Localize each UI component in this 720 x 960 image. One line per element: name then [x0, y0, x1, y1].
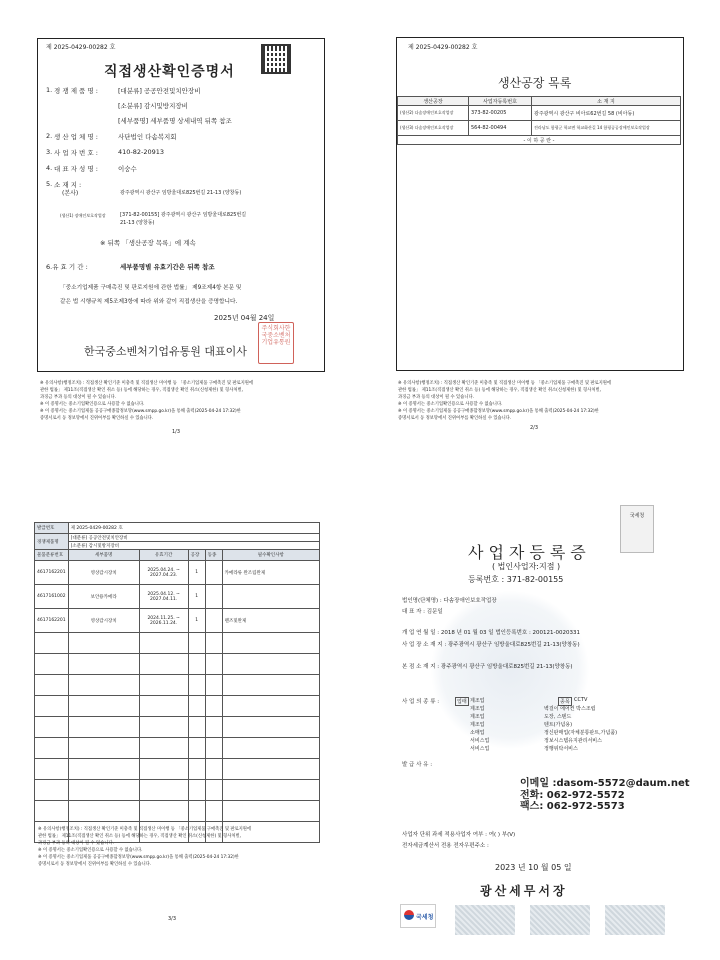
- cert-number: 제 2025-0429-00282 호: [46, 44, 116, 51]
- biz-fax: 팩스: 062-972-5573: [520, 801, 625, 812]
- biz-line: 대 표 자 : 김문일: [402, 609, 443, 615]
- class-1: [대분류] 공공안전및치안장비: [68, 534, 319, 542]
- factory-reg: 373-82-00205: [469, 106, 532, 121]
- note-line: 관한 법률」 제11조(직접생산 확인 취소 등) 등에 해당하는 경우, 직접생산 확인 취소(신청제한) 및 형사처벌,: [40, 388, 243, 393]
- badge-text: 국세청: [629, 513, 645, 519]
- detail-factory: 1: [188, 609, 205, 633]
- col-header: 생산공장: [398, 97, 469, 106]
- number-label: 발급번호: [35, 523, 69, 534]
- factory-name: (생산3) 다솜장애인보호작업장: [398, 121, 469, 136]
- biz-line: 개 업 연 월 일 : 2018 년 01 월 03 일 법인등록번호 : 200121-0020331: [402, 630, 581, 636]
- detail-same: [205, 561, 222, 585]
- class-2: [소분류] 감시및방지장비: [68, 542, 319, 550]
- note-line: 과징금 부과 등의 대상이 될 수 있습니다.: [40, 395, 116, 400]
- kind-type: 제조업: [470, 706, 485, 712]
- detail-valid: 2025.04.24. ~ 2027.04.23.: [139, 561, 188, 585]
- row-no: 2.: [46, 132, 53, 140]
- detail-valid: 2024.11.25. ~ 2026.11.24.: [139, 609, 188, 633]
- empty-row: [35, 633, 320, 654]
- validity-value: 세부품명별 유효기간은 뒤쪽 참조: [120, 263, 215, 271]
- biz-line: 사 업 장 소 재 지 : 광주광역시 광산구 임방울대로825번길 21-13(양창동): [402, 642, 580, 648]
- qr-code-icon: [261, 44, 291, 74]
- hq-address: 광주광역시 광산구 임방울대로825번길 21-13 (양창동): [120, 190, 242, 196]
- kind-type: 서비스업: [470, 746, 490, 752]
- col-header: 유효기간: [139, 550, 188, 561]
- empty-row: [35, 717, 320, 738]
- note-line: 증명서로서 동 정보망에서 진위여부를 확인하실 수 있습니다.: [398, 416, 512, 421]
- note-line: 관한 법률」 제11조(직접생산 확인 취소 등) 등에 해당하는 경우, 직접생산 확인 취소(신청제한) 및 형사처벌,: [38, 834, 241, 839]
- kind-item: 텐트(가념용): [544, 722, 573, 728]
- factory-cert-number: 제 2025-0429-00282 호: [408, 44, 478, 51]
- row-value: 사단법인 다솜복지회: [118, 133, 177, 141]
- detail-name: 영상감시장치: [68, 561, 139, 585]
- cert-title: 직접생산확인증명서: [104, 64, 235, 80]
- tax-line-2: 전자세금계산서 전용 전자우편주소 :: [402, 843, 489, 849]
- biz-subtitle: ( 법인사업자:지점 ): [492, 562, 561, 571]
- empty-row: [35, 801, 320, 822]
- row-value: [세부품명] 세부품명 상세내역 뒤쪽 참조: [118, 117, 232, 125]
- empty-row: [35, 696, 320, 717]
- security-pattern: [455, 905, 515, 935]
- issue-reason-label: 발 급 사 유 :: [402, 762, 433, 768]
- number-value: 제 2025-0429-00282 호: [68, 523, 319, 534]
- note-line: 증명서로서 동 정보망에서 진위여부를 확인하실 수 있습니다.: [38, 862, 152, 867]
- col-header: 필수확인사항: [222, 550, 319, 561]
- official-seal-icon: [258, 322, 294, 364]
- factory-addr: 광주광역시 광산구 비아로62번길 58 (비아동): [532, 106, 681, 121]
- note-line: ※ 이 증명서는 중소기업제품 공공구매종합정보망(www.smpp.go.kr)을 통해 출력(2025-04-24 17:32)한: [40, 409, 241, 414]
- note-line: 관한 법률」 제11조(직접생산 확인 취소 등) 등에 해당하는 경우, 직접생산 확인 취소(신청제한) 및 형사처벌,: [398, 388, 601, 393]
- row-no: 1.: [46, 86, 53, 94]
- empty-row: [35, 738, 320, 759]
- table-end: - 이 하 공 란 -: [398, 136, 681, 145]
- row-label: 대 표 자 성 명 :: [54, 165, 98, 173]
- note-line: ※ 이 증명서는 중소기업제품 공공구매종합정보망(www.smpp.go.kr)을 통해 출력(2025-04-24 17:32)한: [38, 855, 239, 860]
- class-label: 경쟁제품명: [35, 534, 69, 550]
- note-line: 증명서로서 동 정보망에서 진위여부를 확인하실 수 있습니다.: [40, 416, 154, 421]
- biz-title: 사업자등록증: [468, 543, 591, 562]
- factory-list-title: 생산공장 목록: [498, 76, 572, 90]
- continued-note: ※ 뒤쪽 「생산공장 목록」에 계속: [100, 239, 196, 247]
- biz-issue-date: 2023 년 10 월 05 일: [495, 863, 572, 872]
- detail-factory: 1: [188, 585, 205, 609]
- security-pattern: [605, 905, 665, 935]
- taegeuk-icon: [404, 910, 414, 920]
- note-line: 과징금 부과 등의 대상이 될 수 있습니다.: [398, 395, 474, 400]
- security-pattern: [530, 905, 590, 935]
- note-line: ※ 이 증명서는 중소기업확인용으로 사용할 수 없습니다.: [38, 848, 143, 853]
- detail-code: 4617161002: [35, 585, 69, 609]
- note-line: 과징금 부과 등의 대상이 될 수 있습니다.: [38, 841, 114, 846]
- detail-same: [205, 609, 222, 633]
- detail-table: [34, 522, 320, 843]
- statement-1: 「중소기업제품 구매촉진 및 판로지원에 관한 법률」 제9조제4항 본문 및: [60, 285, 242, 291]
- row-no: 3.: [46, 148, 53, 156]
- col-header: 세부품명: [68, 550, 139, 561]
- nts-logo-icon: [400, 904, 436, 928]
- row-label: 경 쟁 제 품 명 :: [54, 87, 98, 95]
- row-no: 4.: [46, 164, 53, 172]
- col-header: 동종: [205, 550, 222, 561]
- col-header: 소 재 지: [532, 97, 681, 106]
- page-number: 3/3: [168, 916, 177, 922]
- seal-text: 주식회사한국중소벤처기업유통원: [261, 325, 291, 346]
- note-line: ※ 이 증명서는 중소기업확인용으로 사용할 수 없습니다.: [40, 402, 145, 407]
- empty-row: [35, 654, 320, 675]
- detail-valid: 2025.04.12. ~ 2027.04.11.: [139, 585, 188, 609]
- kind-type: 소매업: [470, 730, 485, 736]
- detail-name: 보안용카메라: [68, 585, 139, 609]
- tax-line-1: 사업자 단위 과세 적용사업자 여부 : 여( ) 부(V): [402, 832, 516, 838]
- issue-date: 2025년 04월 24일: [214, 314, 275, 322]
- kind-type: 서비스업: [470, 738, 490, 744]
- factory-address: [371-82-00155] 광주광역시 광산구 임방울대로825번길: [120, 212, 247, 218]
- biz-tel: 전화: 062-972-5572: [520, 790, 625, 801]
- validity-label: 6.유 효 기 간 :: [46, 263, 88, 271]
- kind-type: 제조업: [470, 698, 485, 704]
- row-label: 사 업 자 번 호 :: [54, 149, 98, 157]
- notes-page-2: [398, 380, 611, 422]
- empty-row: [35, 675, 320, 696]
- statement-2: 같은 법 시행규칙 제5조제3항에 따라 위와 같이 직접생산을 증명합니다.: [60, 299, 238, 305]
- detail-memo: [222, 585, 319, 609]
- factory-name: (생산2) 다솜장애인보호작업장: [398, 106, 469, 121]
- row-label: 소 재 지 :: [54, 181, 82, 189]
- detail-factory: 1: [188, 561, 205, 585]
- detail-same: [205, 585, 222, 609]
- biz-tag-type: 업태: [457, 699, 467, 705]
- page-number: 1/3: [172, 429, 181, 435]
- kind-type: 제조업: [470, 722, 485, 728]
- biz-line: 본 점 소 재 지 : 광주광역시 광산구 임방울대로825번길 21-13(양창동): [402, 664, 573, 670]
- note-line: ※ 이 증명서는 중소기업제품 공공구매종합정보망(www.smpp.go.kr)을 통해 출력(2025-04-24 17:32)한: [398, 409, 599, 414]
- row-value: [대분류] 공공안전및치안장비: [118, 87, 201, 95]
- kind-item: 정보시스템유지관리서비스: [544, 738, 602, 744]
- row-value: 이숭수: [118, 165, 137, 173]
- note-line: ※ 유의사항(행정조치) : 직접생산 확인기준 미충족 및 직접생산 미이행 등 「중소기업제품 구매촉진 및 판로지원에: [40, 381, 254, 386]
- factory-address-2: 21-13 (양창동): [120, 220, 155, 226]
- row-label: 생 산 업 체 명 :: [54, 133, 98, 141]
- kind-item: 정행위탁서비스: [544, 746, 578, 752]
- row-no: 5.: [46, 180, 53, 188]
- hq-label: (본사): [62, 190, 79, 197]
- note-line: ※ 유의사항(행정조치) : 직접생산 확인기준 미충족 및 직접생산 미이행 등 「중소기업제품 구매촉진 및 판로지원에: [398, 381, 612, 386]
- factory-addr: 전라남도 함평군 학교면 학교화산길 14 함평공공장애인보호작업장: [532, 121, 681, 136]
- detail-memo: 렌즈및완제: [222, 609, 319, 633]
- nts-logo-text: 국세청: [416, 914, 434, 921]
- note-line: ※ 이 증명서는 중소기업확인용으로 사용할 수 없습니다.: [398, 402, 503, 407]
- empty-row: [35, 780, 320, 801]
- tax-office-name: 광산세무서장: [480, 884, 568, 898]
- biz-email: 이메일 :dasom-5572@daum.net: [520, 778, 690, 789]
- row-value: 410-82-20913: [118, 148, 165, 156]
- kind-item: 도장, 스텐드: [544, 714, 572, 720]
- biz-regno: 등록번호 : 371-82-00155: [468, 575, 564, 584]
- detail-code: 4617162201: [35, 561, 69, 585]
- factory-table: [397, 96, 681, 145]
- issuer-name: 한국중소벤처기업유통원 대표이사: [84, 345, 247, 358]
- detail-name: 영상감시장치: [68, 609, 139, 633]
- detail-memo: 카메라류 완조립완제: [222, 561, 319, 585]
- factory-label: (생산1) 장애인보호작업장: [60, 213, 106, 218]
- note-line: ※ 유의사항(행정조치) : 직접생산 확인기준 미충족 및 직접생산 미이행 등 「중소기업제품 구매촉진 및 판로지원에: [38, 827, 252, 832]
- kind-item: CCTV: [574, 697, 588, 703]
- notes-page-3: [38, 826, 251, 868]
- factory-reg: 564-82-00494: [469, 121, 532, 136]
- kind-item: 정신판매업(자체분통판트,가념품): [544, 730, 618, 736]
- kind-type: 제조업: [470, 714, 485, 720]
- notes-page-1: [40, 380, 253, 422]
- col-header: 공장: [188, 550, 205, 561]
- biz-tag-item: 종목: [560, 699, 570, 705]
- biz-line: 법인명(단체명) : 다솜장애인보호작업장: [402, 598, 497, 604]
- page-number: 2/3: [530, 425, 539, 431]
- kind-item: 벽걸이 에어컨 박스조립: [544, 706, 596, 712]
- row-value: [소분류] 감시및방지장비: [118, 102, 188, 110]
- nts-badge-icon: [620, 505, 654, 553]
- biz-kind-label: 사 업 의 종 류 :: [402, 699, 440, 705]
- col-header: 사업자등록번호: [469, 97, 532, 106]
- detail-code: 4617162201: [35, 609, 69, 633]
- empty-row: [35, 759, 320, 780]
- col-header: 물품분류번호: [35, 550, 69, 561]
